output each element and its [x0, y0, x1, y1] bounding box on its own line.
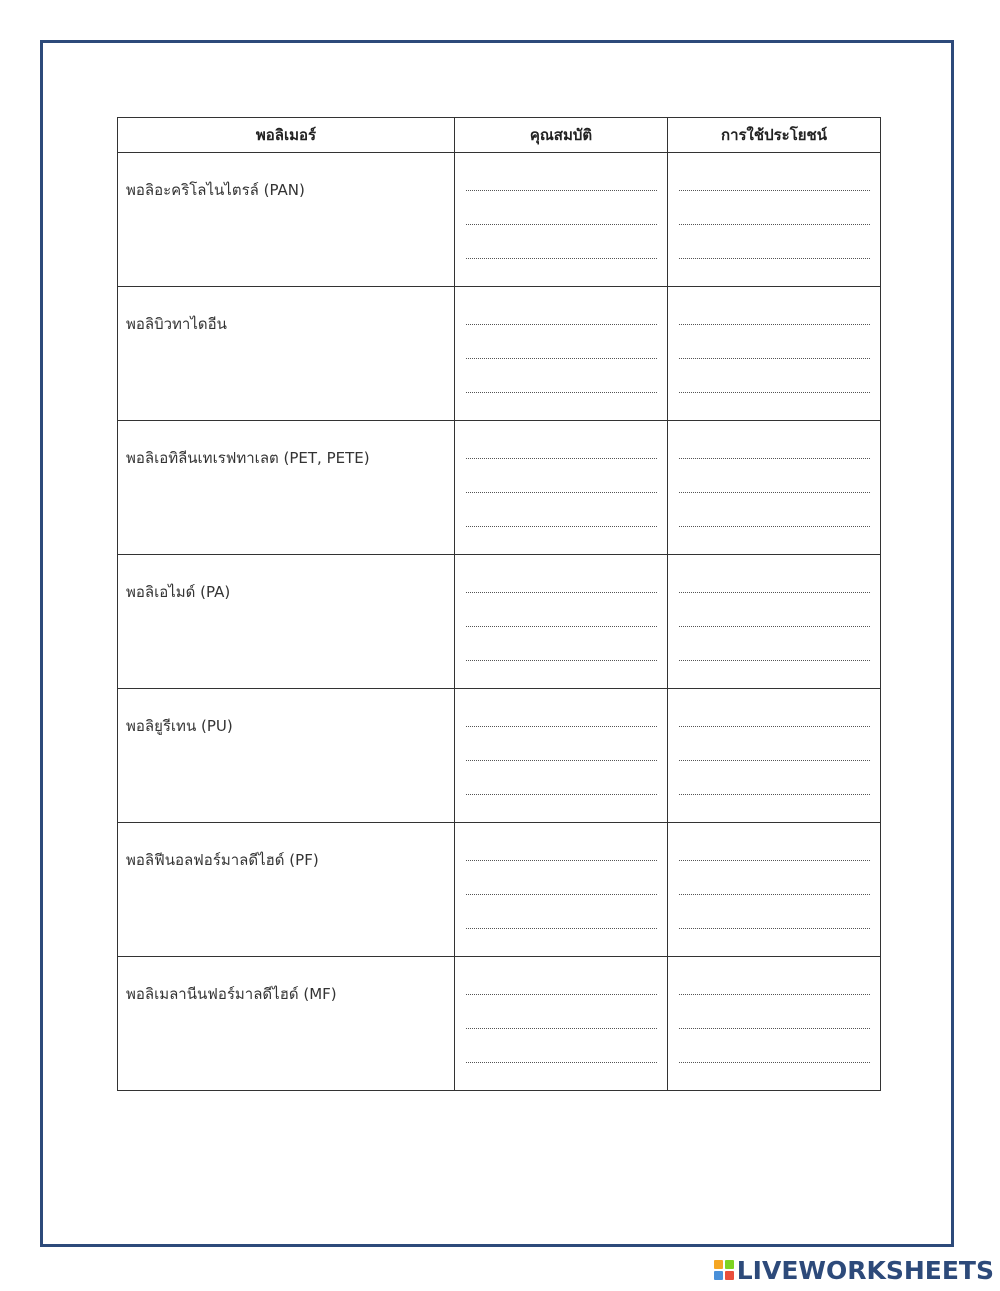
properties-answer-line[interactable]	[466, 386, 657, 420]
uses-answer-line[interactable]	[679, 184, 870, 218]
properties-cell	[455, 689, 668, 823]
liveworksheets-logo	[714, 1253, 994, 1287]
properties-answer-line[interactable]	[466, 184, 657, 218]
properties-cell	[455, 555, 668, 689]
properties-cell	[455, 153, 668, 287]
uses-answer-line[interactable]	[679, 486, 870, 520]
uses-cell	[668, 421, 881, 555]
uses-answer-line[interactable]	[679, 252, 870, 286]
polymer-name: พอลิอะคริโลไนไตรล์ (PAN)	[126, 181, 305, 199]
logo-block	[714, 1260, 723, 1269]
polymer-name: พอลิฟีนอลฟอร์มาลดีไฮด์ (PF)	[126, 851, 319, 869]
uses-answer-line[interactable]	[679, 386, 870, 420]
properties-answer-line[interactable]	[466, 654, 657, 688]
polymer-cell	[118, 153, 455, 287]
uses-answer-line[interactable]	[679, 1022, 870, 1056]
table-row	[118, 287, 881, 421]
properties-answer-line[interactable]	[466, 1056, 657, 1090]
properties-cell	[455, 287, 668, 421]
uses-answer-line[interactable]	[679, 352, 870, 386]
polymer-worksheet-table	[117, 117, 881, 1091]
uses-answer-line[interactable]	[679, 922, 870, 956]
polymer-name: พอลิเอไมด์ (PA)	[126, 583, 231, 601]
uses-answer-line[interactable]	[679, 318, 870, 352]
table-row	[118, 689, 881, 823]
logo-block	[714, 1271, 723, 1280]
properties-answer-line[interactable]	[466, 452, 657, 486]
polymer-name: พอลิยูรีเทน (PU)	[126, 717, 233, 735]
properties-answer-line[interactable]	[466, 252, 657, 286]
uses-answer-line[interactable]	[679, 788, 870, 822]
properties-answer-line[interactable]	[466, 486, 657, 520]
uses-cell	[668, 957, 881, 1091]
properties-answer-line[interactable]	[466, 520, 657, 554]
properties-cell	[455, 421, 668, 555]
uses-answer-line[interactable]	[679, 754, 870, 788]
properties-answer-line[interactable]	[466, 988, 657, 1022]
table-row	[118, 153, 881, 287]
polymer-cell	[118, 421, 455, 555]
properties-answer-line[interactable]	[466, 788, 657, 822]
properties-answer-line[interactable]	[466, 352, 657, 386]
polymer-cell	[118, 287, 455, 421]
properties-answer-line[interactable]	[466, 318, 657, 352]
header-polymer: พอลิเมอร์	[118, 118, 455, 153]
properties-answer-line[interactable]	[466, 854, 657, 888]
properties-answer-line[interactable]	[466, 888, 657, 922]
logo-block	[725, 1271, 734, 1280]
uses-answer-line[interactable]	[679, 620, 870, 654]
properties-answer-line[interactable]	[466, 218, 657, 252]
header-uses: การใช้ประโยชน์	[668, 118, 881, 153]
uses-answer-line[interactable]	[679, 888, 870, 922]
logo-blocks-icon	[714, 1260, 734, 1280]
polymer-cell	[118, 957, 455, 1091]
properties-answer-line[interactable]	[466, 720, 657, 754]
uses-answer-line[interactable]	[679, 854, 870, 888]
polymer-cell	[118, 823, 455, 957]
polymer-name: พอลิเอทิลีนเทเรฟทาเลต (PET, PETE)	[126, 449, 370, 467]
uses-answer-line[interactable]	[679, 720, 870, 754]
uses-answer-line[interactable]	[679, 654, 870, 688]
uses-answer-line[interactable]	[679, 520, 870, 554]
uses-answer-line[interactable]	[679, 586, 870, 620]
uses-answer-line[interactable]	[679, 452, 870, 486]
table-header-row	[118, 118, 881, 153]
logo-block	[725, 1260, 734, 1269]
table-row	[118, 957, 881, 1091]
properties-answer-line[interactable]	[466, 922, 657, 956]
uses-cell	[668, 153, 881, 287]
uses-answer-line[interactable]	[679, 218, 870, 252]
polymer-cell	[118, 555, 455, 689]
polymer-name: พอลิเมลานีนฟอร์มาลดีไฮด์ (MF)	[126, 985, 337, 1003]
properties-answer-line[interactable]	[466, 620, 657, 654]
polymer-cell	[118, 689, 455, 823]
uses-cell	[668, 555, 881, 689]
properties-answer-line[interactable]	[466, 1022, 657, 1056]
table-row	[118, 421, 881, 555]
uses-cell	[668, 287, 881, 421]
polymer-name: พอลิบิวทาไดอีน	[126, 315, 227, 333]
logo-text: LIVEWORKSHEETS	[736, 1255, 994, 1285]
uses-answer-line[interactable]	[679, 1056, 870, 1090]
properties-answer-line[interactable]	[466, 586, 657, 620]
uses-cell	[668, 689, 881, 823]
table-row	[118, 555, 881, 689]
uses-answer-line[interactable]	[679, 988, 870, 1022]
properties-cell	[455, 957, 668, 1091]
properties-cell	[455, 823, 668, 957]
uses-cell	[668, 823, 881, 957]
properties-answer-line[interactable]	[466, 754, 657, 788]
table-row	[118, 823, 881, 957]
header-properties: คุณสมบัติ	[455, 118, 668, 153]
